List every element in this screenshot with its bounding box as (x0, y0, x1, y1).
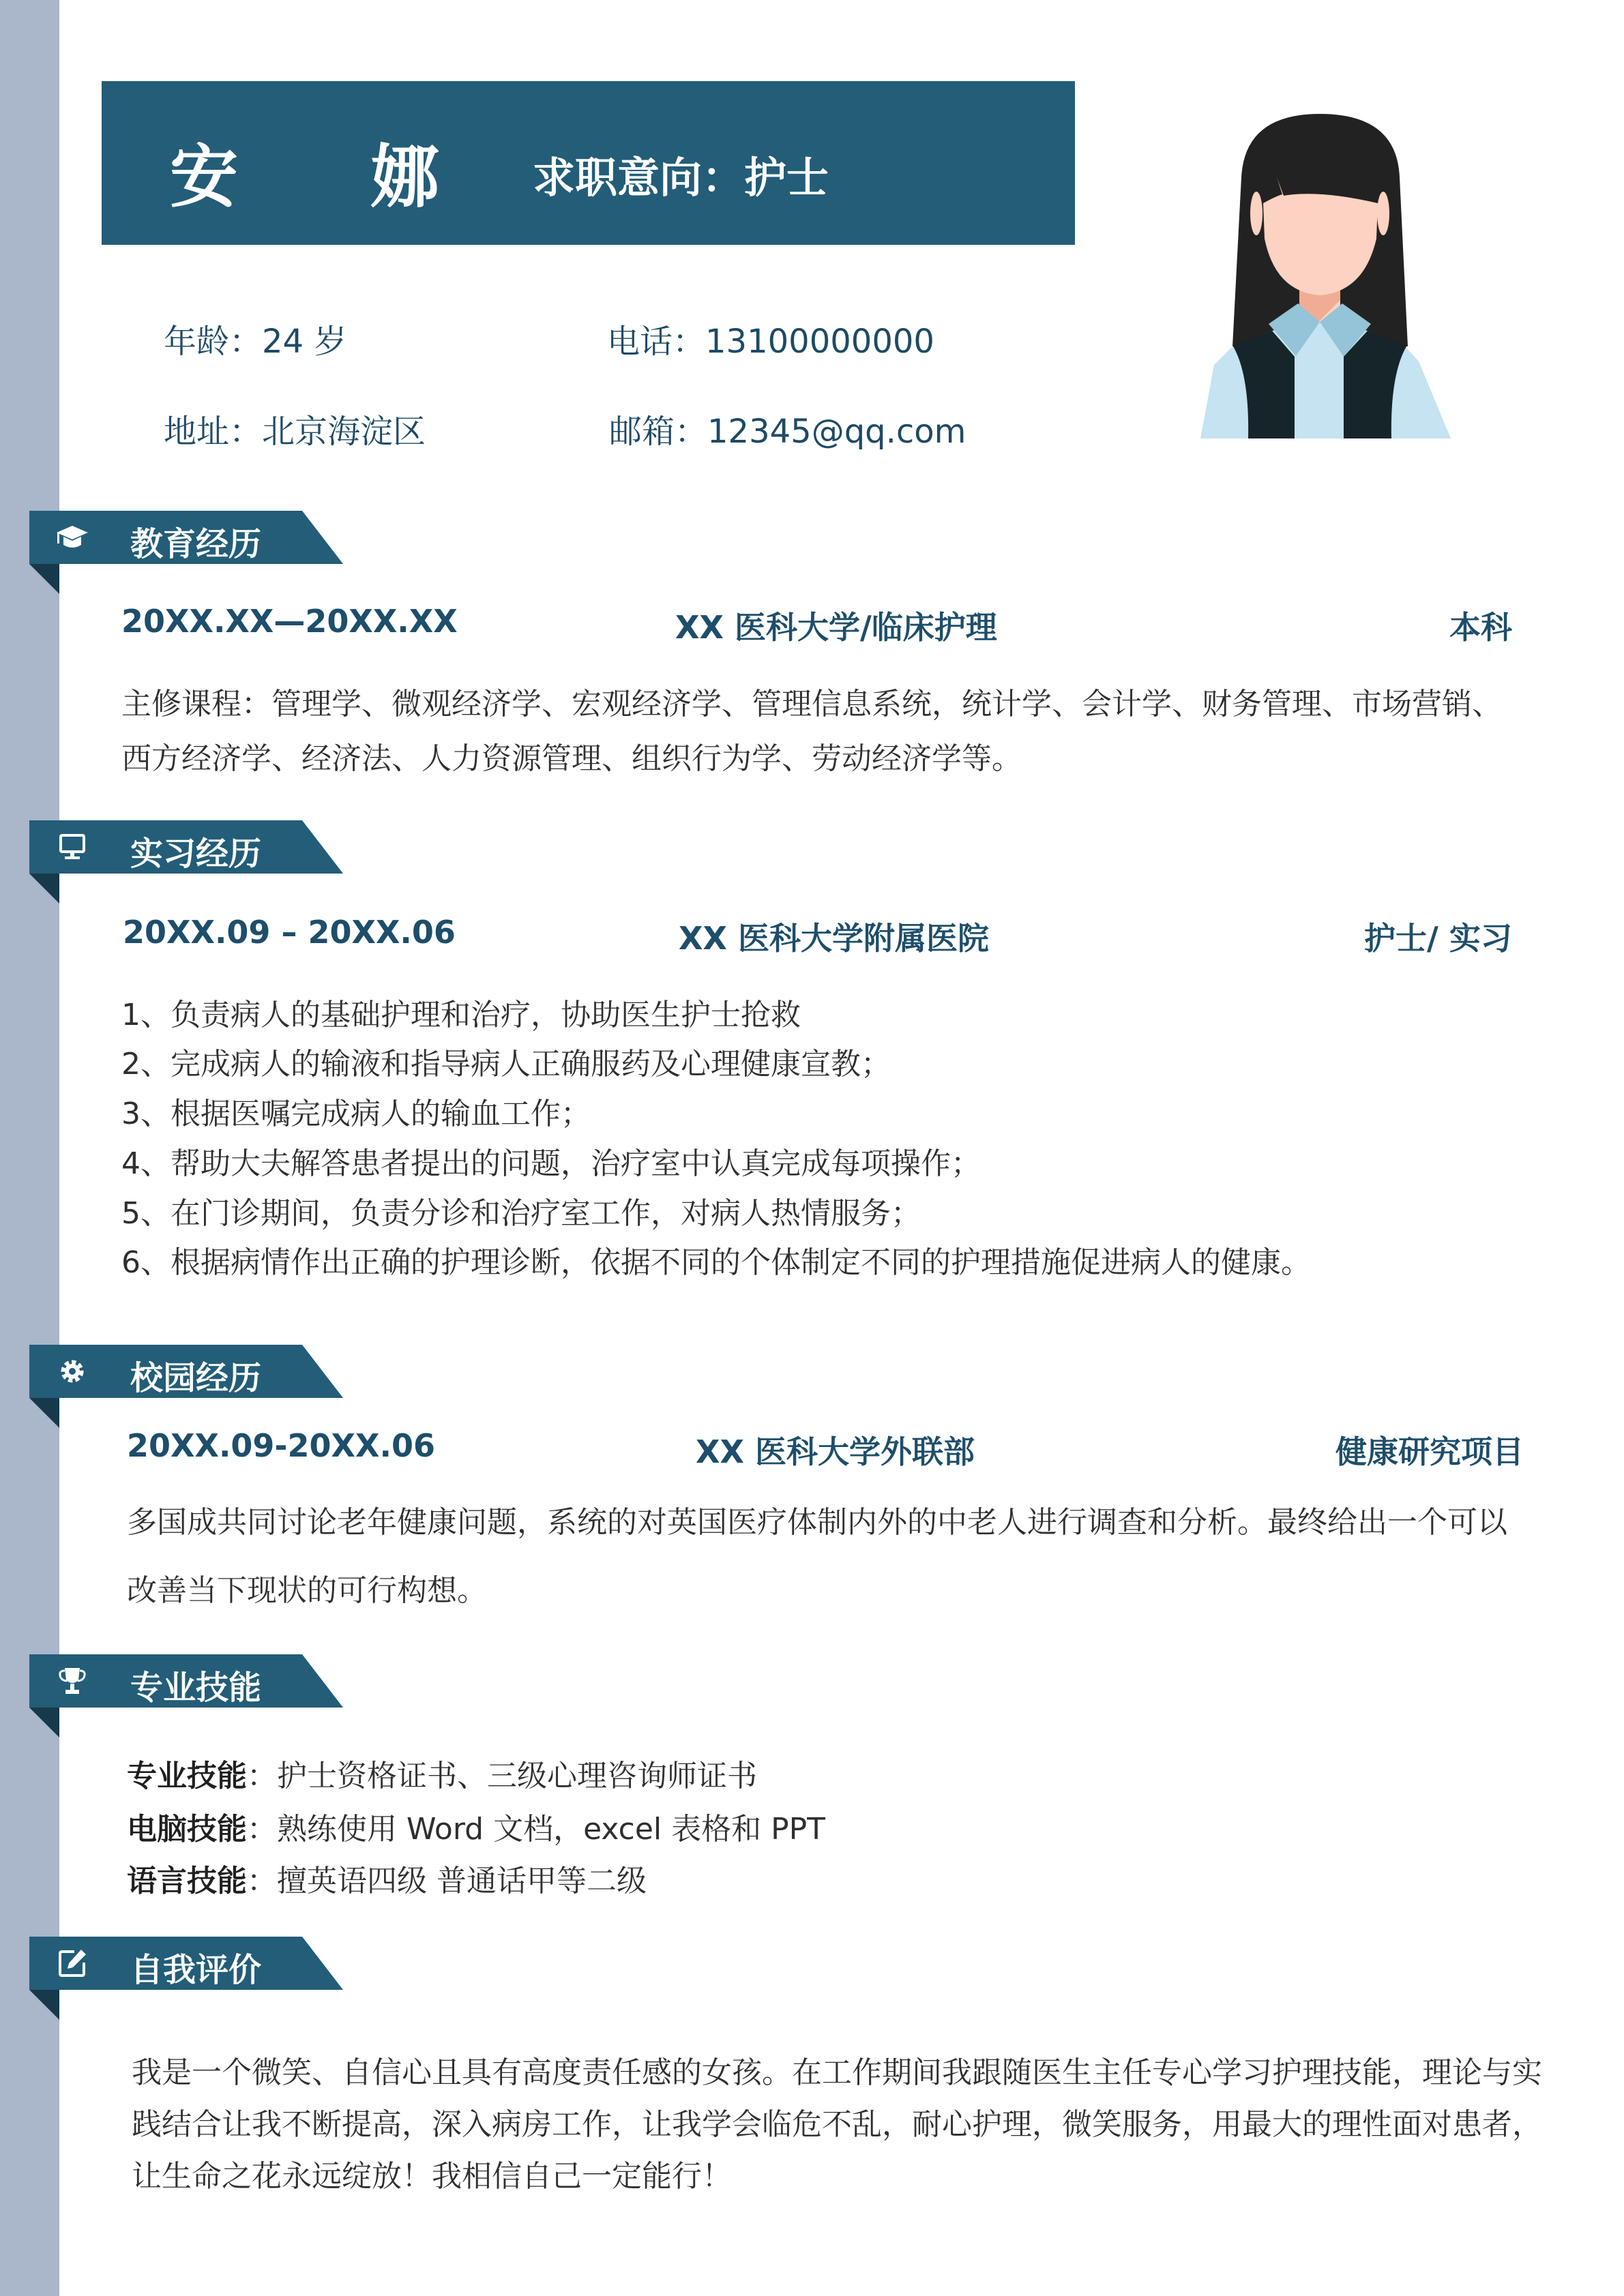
skill-label: 语言技能 (127, 1864, 247, 1898)
self-evaluation-line: 让生命之花永远绽放！我相信自己一定能行！ (132, 2159, 732, 2194)
trophy-icon (55, 1664, 89, 1698)
section-title: 校园经历 (130, 1359, 262, 1397)
campus-description-line: 多国成共同讨论老年健康问题，系统的对英国医疗体制内外的中老人进行调查和分析。最终给出一个可以 (127, 1505, 1507, 1540)
internship-item: 6、根据病情作出正确的护理诊断，依据不同的个体制定不同的护理措施促进病人的健康。 (121, 1245, 1311, 1280)
education-courses-line: 主修课程：管理学、微观经济学、宏观经济学、管理信息系统，统计学、会计学、财务管理、市场营销、 (121, 687, 1502, 721)
education-date: 20XX.XX—20XX.XX (121, 603, 458, 640)
section-header-internship (29, 820, 343, 874)
skill-label: 电脑技能 (127, 1812, 247, 1847)
age: 年龄：24 岁 (164, 323, 347, 361)
skill-item (127, 1751, 757, 1795)
job-intent: 求职意向：护士 (533, 153, 829, 203)
header-banner (102, 81, 1075, 245)
candidate-name: 安 娜 (170, 137, 494, 217)
skill-item (127, 1804, 825, 1848)
gear-icon (55, 1354, 89, 1388)
campus-role: 健康研究项目 (1335, 1433, 1524, 1470)
section-header-education (29, 511, 343, 564)
phone: 电话：13100000000 (607, 323, 934, 361)
avatar (1200, 102, 1473, 450)
skill-label: 专业技能 (127, 1759, 247, 1793)
self-evaluation-line: 践结合让我不断提高，深入病房工作，让我学会临危不乱，耐心护理，微笑服务，用最大的理性面对患者， (132, 2107, 1542, 2142)
section-header-campus (29, 1345, 343, 1398)
internship-item: 3、根据医嘱完成病人的输血工作； (121, 1097, 591, 1131)
education-courses-line: 西方经济学、经济法、人力资源管理、组织行为学、劳动经济学等。 (121, 741, 1022, 776)
section-header-self-evaluation (29, 1937, 343, 1990)
skill-item (127, 1856, 647, 1900)
internship-item: 5、在门诊期间，负责分诊和治疗室工作，对病人热情服务； (121, 1196, 921, 1231)
section-title: 教育经历 (130, 525, 262, 563)
section-header-skills (29, 1654, 343, 1708)
graduation-cap-icon (55, 520, 89, 554)
section-title: 自我评价 (130, 1951, 262, 1989)
edit-icon (55, 1946, 89, 1980)
internship-item: 2、完成病人的输液和指导病人正确服药及心理健康宣教； (121, 1047, 891, 1082)
skill-value: ：擅英语四级 普通话甲等二级 (247, 1864, 647, 1898)
campus-date: 20XX.09-20XX.06 (127, 1427, 435, 1464)
campus-description-line: 改善当下现状的可行构想。 (127, 1573, 487, 1608)
education-school: XX 医科大学/临床护理 (675, 609, 997, 646)
skill-value: ：护士资格证书、三级心理咨询师证书 (247, 1759, 757, 1793)
skill-value: ：熟练使用 Word 文档，excel 表格和 PPT (247, 1812, 826, 1847)
internship-role: 护士/ 实习 (1364, 920, 1512, 957)
monitor-icon (55, 830, 89, 864)
section-title: 专业技能 (130, 1669, 262, 1707)
campus-org: XX 医科大学外联部 (696, 1433, 975, 1470)
section-title: 实习经历 (130, 835, 262, 873)
education-degree: 本科 (1449, 609, 1512, 646)
internship-date: 20XX.09 – 20XX.06 (123, 914, 456, 951)
internship-org: XX 医科大学附属医院 (679, 920, 989, 957)
self-evaluation-line: 我是一个微笑、自信心且具有高度责任感的女孩。在工作期间我跟随医生主任专心学习护理技能，理论与实 (132, 2055, 1542, 2090)
internship-item: 1、负责病人的基础护理和治疗，协助医生护士抢救 (121, 998, 801, 1032)
address: 地址：北京海淀区 (164, 413, 426, 451)
email: 邮箱：12345@qq.com (609, 413, 966, 451)
internship-item: 4、帮助大夫解答患者提出的问题，治疗室中认真完成每项操作； (121, 1146, 981, 1181)
